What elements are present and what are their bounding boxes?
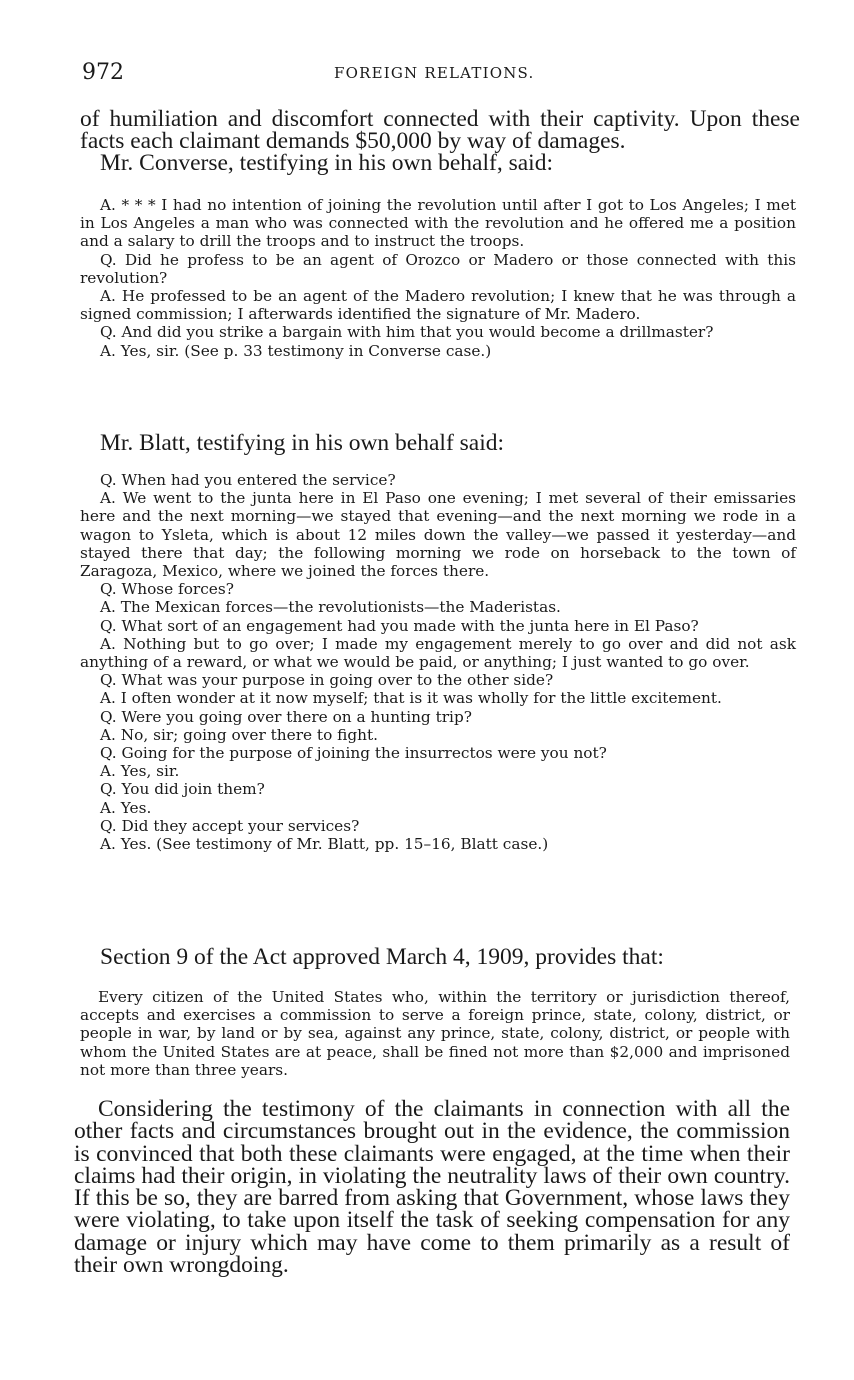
testimony-line: Q. Whose forces?	[100, 580, 234, 599]
testimony-line: Q. You did join them?	[100, 780, 265, 799]
testimony-line: A. The Mexican forces—the revolutionists—the Maderistas.	[100, 598, 561, 617]
page-header	[82, 60, 799, 88]
testimony-line: A. * * * I had no intention of joining the revolution until after I got to Los Angeles; I met in Los Angeles a man who was connected with the revolution and he offered me a position and a salary to drill the troops and to instruct the troops.	[80, 196, 796, 251]
testimony-line: A. Yes, sir.	[100, 762, 180, 781]
testimony-line: Q. Were you going over there on a hunting trip?	[100, 707, 472, 726]
conclusion-paragraph: Considering the testimony of the claimants in connection with all the other facts and circumstances brought out in the evidence, the commission is convinced that both these claimants were engaged, at the time when their claims had their origin, in violating the neutrality laws of their own country. If this be so, they are barred from asking that Government, whose laws they were violating, to take upon itself the task of seeking compensation for any damage or injury which may have come to them primarily as a result of their own wrongdoing.	[74, 1096, 790, 1279]
testimony-line: A. No, sir; going over there to fight.	[100, 725, 378, 744]
testimony-line: Q. What sort of an engagement had you made with the junta here in El Paso?	[100, 616, 699, 635]
page-number: 972	[82, 60, 124, 85]
testimony-line: A. Nothing but to go over; I made my engagement merely to go over and did not ask anything of a reward, or what we would be paid, or anything; I just wanted to go over.	[80, 634, 796, 672]
converse-testimony	[80, 196, 796, 360]
testimony-line: Q. When had you entered the service?	[100, 471, 396, 489]
testimony-line: A. Yes, sir. (See p. 33 testimony in Converse case.)	[100, 341, 492, 360]
testimony-line: A. Yes.	[100, 798, 152, 817]
blatt-intro: Mr. Blatt, testifying in his own behalf said:	[100, 430, 505, 456]
testimony-line: Q. Going for the purpose of joining the insurrectos were you not?	[100, 744, 607, 763]
testimony-line: Q. Did he profess to be an agent of Orozco or Madero or those connected with this revolution?	[80, 250, 796, 287]
testimony-line: Q. What was your purpose in going over to the other side?	[100, 671, 554, 690]
testimony-line: A. I often wonder at it now myself; that is it was wholly for the little excitement.	[100, 689, 722, 708]
intro-section	[80, 108, 800, 174]
testimony-line: Q. And did you strike a bargain with him that you would become a drillmaster?	[100, 323, 714, 342]
blatt-testimony	[80, 471, 796, 853]
running-title: FOREIGN RELATIONS.	[334, 64, 535, 82]
statute-text: Every citizen of the United States who, within the territory or jurisdiction thereof, accepts and exercises a commission to serve a foreign prince, state, colony, district, or people in war, by land or by sea, against any prince, state, colony, district, or people with whom the United States are at peace, shall be fined not more than $2,000 and imprisoned not more than three years.	[80, 988, 790, 1079]
testimony-line: Q. Did they accept your services?	[100, 816, 360, 835]
section-intro: Section 9 of the Act approved March 4, 1909, provides that:	[100, 944, 664, 970]
converse-intro: Mr. Converse, testifying in his own behalf, said:	[100, 150, 553, 176]
continuation-paragraph: of humiliation and discomfort connected with their captivity. Upon these facts each claimant demands $50,000 by way of damages.	[80, 106, 800, 154]
testimony-line: A. He professed to be an agent of the Madero revolution; I knew that he was through a signed commission; I afterwards identified the signature of Mr. Madero.	[80, 287, 796, 324]
testimony-line: A. We went to the junta here in El Paso one evening; I met several of their emissaries here and the next morning—we stayed that evening—and the next morning we rode in a wagon to Ysleta, which is about 12 miles down the valley—we passed it yesterday—and stayed there that day; the following morning we rode on horseback to the town of Zaragoza, Mexico, where we joined the forces there.	[80, 489, 796, 581]
testimony-line: A. Yes. (See testimony of Mr. Blatt, pp. 15–16, Blatt case.)	[100, 835, 549, 854]
